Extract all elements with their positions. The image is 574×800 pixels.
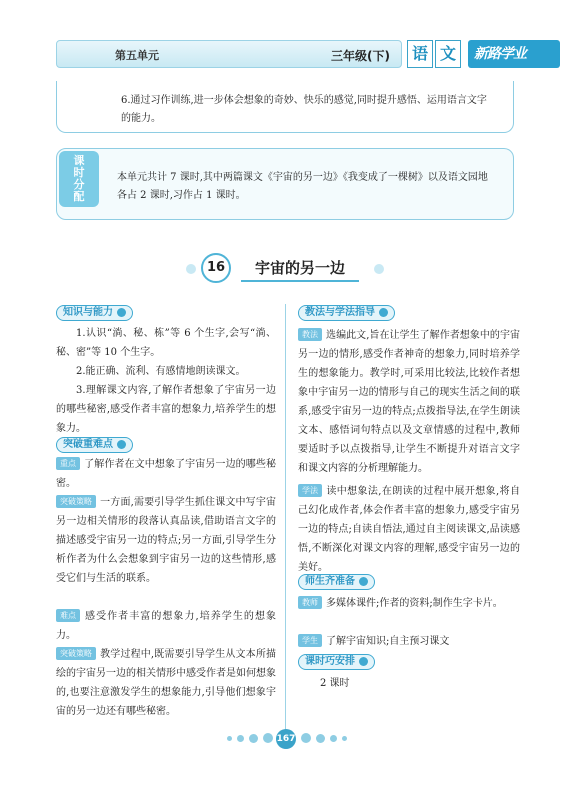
section-title: 师生齐准备 bbox=[305, 576, 355, 587]
decor-dot bbox=[227, 736, 232, 741]
schedule-text: 本单元共计 7 课时,其中两篇课文《宇宙的另一边》《我变成了一棵树》以及语文园地各占 2 课时,习作占 1 课时。 bbox=[117, 172, 488, 201]
decor-dot bbox=[237, 735, 244, 742]
hard-text: 感受作者丰富的想象力,培养学生的想象力。 bbox=[56, 611, 276, 641]
schedule-box bbox=[56, 148, 514, 220]
learn-tag: 学法 bbox=[298, 484, 322, 497]
unit-label: 第五单元 bbox=[115, 49, 159, 62]
decor-dot bbox=[342, 736, 347, 741]
decor-dot bbox=[330, 735, 337, 742]
header-bar bbox=[56, 40, 402, 68]
student-text: 了解宇宙知识;自主预习课文 bbox=[326, 636, 450, 647]
student-prep bbox=[298, 632, 520, 651]
teacher-prep bbox=[298, 594, 520, 613]
decor-dot bbox=[316, 734, 325, 743]
badge-char: 分 bbox=[73, 178, 85, 191]
key-point bbox=[56, 455, 276, 493]
objective-6: 6.通过习作训练,进一步体会想象的奇妙、快乐的感觉,同时提升感悟、运用语言文字的能力。 bbox=[121, 95, 487, 124]
knowledge-1: 1.认识“淌、秘、栋”等 6 个生字,会写“淌、秘、密”等 10 个生字。 bbox=[56, 328, 276, 358]
page-number: 167 bbox=[276, 729, 296, 749]
decor-dot bbox=[263, 733, 273, 743]
arrow-icon bbox=[117, 308, 126, 317]
arrow-icon bbox=[379, 308, 388, 317]
section-method bbox=[298, 305, 395, 321]
section-hours bbox=[298, 654, 375, 670]
section-knowledge bbox=[56, 305, 133, 321]
knowledge-3: 3.理解课文内容,了解作者想象了宇宙另一边的哪些秘密,感受作者丰富的想象力,培养学生的想象力。 bbox=[56, 385, 276, 434]
section-title: 突破重难点 bbox=[63, 439, 113, 450]
decor-dot bbox=[301, 733, 311, 743]
column-divider bbox=[285, 304, 286, 742]
strategy-text: 一方面,需要引导学生抓住课文中写宇宙另一边相关情形的段落认真品读,借助语言文字的描述感受宇宙另一边的特点;另一方面,引导学生分析作者为什么会想象到宇宙另一边的这些情形,感受它们与生活的联系。 bbox=[56, 497, 276, 584]
teacher-tag: 教师 bbox=[298, 596, 322, 609]
student-tag: 学生 bbox=[298, 634, 322, 647]
key-text: 了解作者在文中想象了宇宙另一边的哪些秘密。 bbox=[56, 459, 276, 489]
grade-label: 三年级(下) bbox=[331, 49, 390, 63]
lesson-title: 宇宙的另一边 bbox=[241, 256, 359, 282]
page-footer bbox=[227, 728, 347, 750]
section-title: 知识与能力 bbox=[63, 307, 113, 318]
badge-char: 时 bbox=[73, 166, 85, 179]
arrow-icon bbox=[359, 577, 368, 586]
strategy-tag: 突破策略 bbox=[56, 495, 96, 508]
hard-strategy bbox=[56, 645, 276, 721]
schedule-badge bbox=[59, 151, 99, 207]
badge-char: 课 bbox=[73, 154, 85, 167]
strategy-text: 教学过程中,既需要引导学生从文本所描绘的宇宙另一边的相关情形中感受作者是如何想象的,也要注意激发学生的想象能力,引导他们想象宇宙的另一边还有哪些秘密。 bbox=[56, 649, 276, 717]
badge-char: 配 bbox=[73, 190, 85, 203]
lesson-number: 16 bbox=[201, 253, 231, 283]
key-strategy bbox=[56, 493, 276, 588]
learn-text: 读中想象法,在朗读的过程中展开想象,将自己幻化成作者,体会作者丰富的想象力,感受宇宙另一边的特点;自读自悟法,通过自主阅读课文,品读感悟,不断深化对课文内容的理解,感受宇宙另一边的美好。 bbox=[298, 486, 520, 573]
teaching-method bbox=[298, 326, 520, 478]
hard-tag: 难点 bbox=[56, 609, 80, 622]
teach-tag: 教法 bbox=[298, 328, 322, 341]
hours-text: 2 课时 bbox=[320, 678, 350, 689]
lesson-heading bbox=[201, 253, 369, 283]
decor-dot bbox=[249, 734, 258, 743]
section-title: 教法与学法指导 bbox=[305, 307, 375, 318]
hard-point bbox=[56, 607, 276, 645]
brand-logo: 新路学业 bbox=[468, 40, 560, 68]
knowledge-2: 2.能正确、流利、有感情地朗读课文。 bbox=[76, 366, 246, 377]
learning-method bbox=[298, 482, 520, 577]
key-tag: 重点 bbox=[56, 457, 80, 470]
section-difficulty bbox=[56, 437, 133, 453]
teach-text: 选编此文,旨在让学生了解作者想象中的宇宙另一边的情形,感受作者神奇的想象力,同时培养学生的想象能力。教学时,可采用比较法,比较作者想象中宇宙另一边的情形与自己的现实生活之间的联系,感受宇宙另一边的特点;点拨指导法,在学生朗读文本、感悟词句特点以及文章情感的过程中,教师要适时予以点拨指导,让学生不断提升对语言文字和课文内容的分析理解能力。 bbox=[298, 330, 520, 474]
arrow-icon bbox=[117, 440, 126, 449]
strategy-tag: 突破策略 bbox=[56, 647, 96, 660]
section-title: 课时巧安排 bbox=[305, 656, 355, 667]
subject-char-1: 语 bbox=[407, 40, 433, 68]
arrow-icon bbox=[359, 657, 368, 666]
teacher-text: 多媒体课件;作者的资料;制作生字卡片。 bbox=[326, 598, 503, 609]
objectives-box bbox=[56, 81, 514, 133]
section-prep bbox=[298, 574, 375, 590]
subject-char-2: 文 bbox=[435, 40, 461, 68]
decor-dot bbox=[374, 264, 384, 274]
decor-dot bbox=[186, 264, 196, 274]
